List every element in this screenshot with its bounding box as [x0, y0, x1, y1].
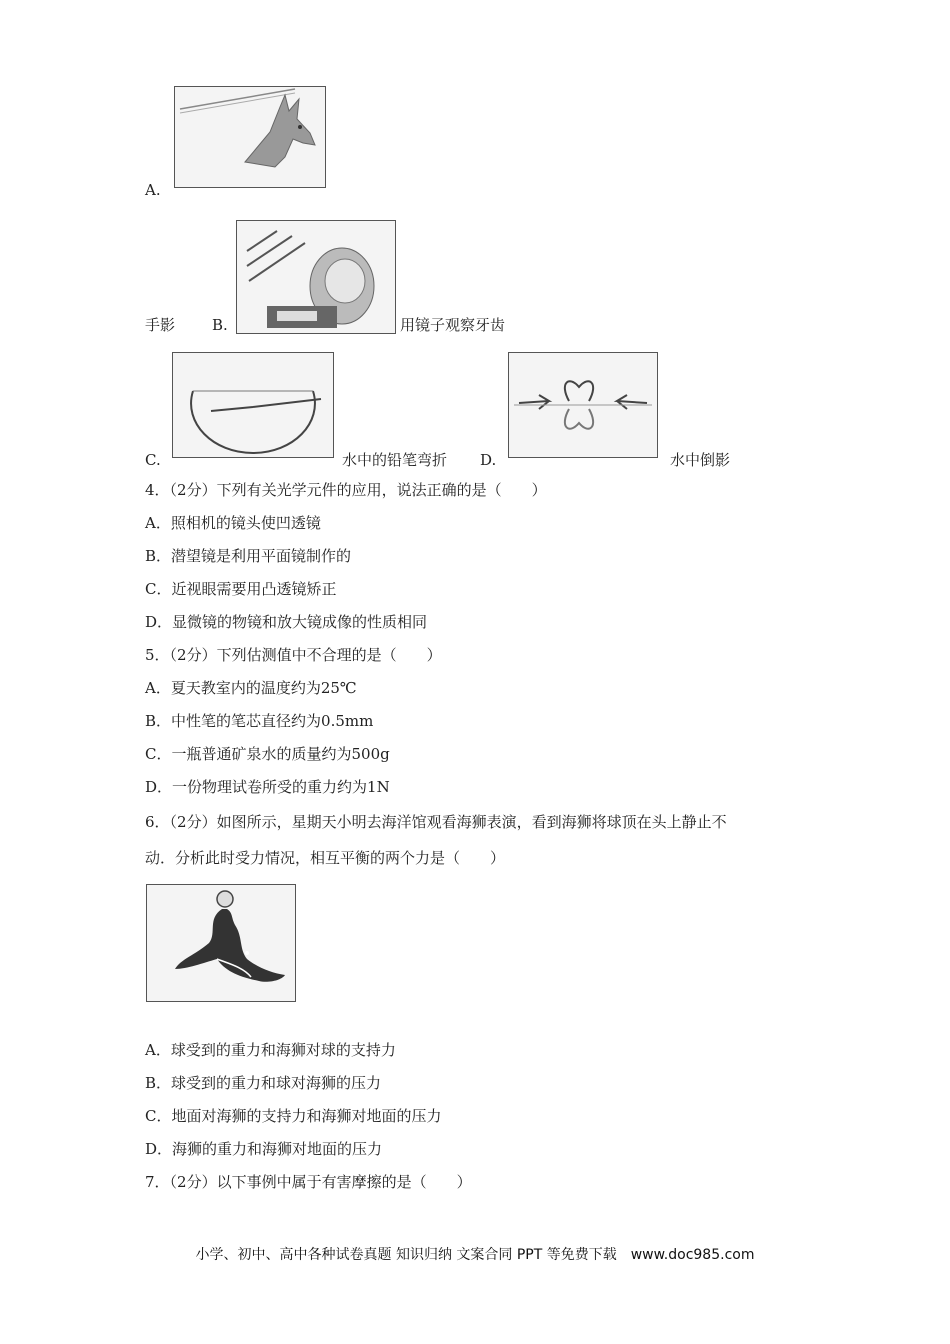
- question-5-option: B．中性笔的笔芯直径约为0.5mm: [145, 712, 374, 730]
- question-5-stem: 5．（2分）下列估测值中不合理的是（ ）: [145, 646, 442, 664]
- question-4-option: A．照相机的镜头使凹透镜: [145, 514, 321, 532]
- option-d-letter: D.: [480, 451, 497, 469]
- option-b-caption: 用镜子观察牙齿: [400, 316, 506, 334]
- question-6-stem-line2: 动．分析此时受力情况，相互平衡的两个力是（ ）: [145, 849, 506, 867]
- option-a-caption: 手影: [145, 316, 176, 334]
- sea-lion-figure: [146, 884, 296, 1002]
- question-6-stem-line1: 6．（2分）如图所示，星期天小明去海洋馆观看海狮表演，看到海狮将球顶在头上静止不: [145, 813, 727, 831]
- water-reflection-figure: [508, 352, 658, 458]
- bent-pencil-figure: [172, 352, 334, 458]
- question-5-option: C．一瓶普通矿泉水的质量约为500g: [145, 745, 390, 763]
- question-4-stem: 4．（2分）下列有关光学元件的应用，说法正确的是（ ）: [145, 481, 547, 499]
- question-6-option: D．海狮的重力和海狮对地面的压力: [145, 1140, 383, 1158]
- question-5-option: D．一份物理试卷所受的重力约为1N: [145, 778, 390, 796]
- question-4-option: B．潜望镜是利用平面镜制作的: [145, 547, 352, 565]
- mirror-teeth-figure: [236, 220, 396, 334]
- hand-shadow-figure: [174, 86, 326, 188]
- question-6-option: A．球受到的重力和海狮对球的支持力: [145, 1041, 396, 1059]
- question-4-option: C．近视眼需要用凸透镜矫正: [145, 580, 337, 598]
- question-4-option: D．显微镜的物镜和放大镜成像的性质相同: [145, 613, 428, 631]
- question-5-option: A．夏天教室内的温度约为25℃: [145, 679, 357, 697]
- page-footer: 小学、初中、高中各种试卷真题 知识归纳 文案合同 PPT 等免费下载 www.doc985.com: [195, 1247, 755, 1263]
- option-a-letter: A.: [145, 181, 161, 199]
- option-c-caption: 水中的铅笔弯折: [342, 451, 448, 469]
- question-6-option: C．地面对海狮的支持力和海狮对地面的压力: [145, 1107, 442, 1125]
- option-c-letter: C.: [145, 451, 161, 469]
- option-b-letter: B.: [212, 316, 228, 334]
- question-6-option: B．球受到的重力和球对海狮的压力: [145, 1074, 382, 1092]
- option-d-caption: 水中倒影: [670, 451, 731, 469]
- question-7-stem: 7．（2分）以下事例中属于有害摩擦的是（ ）: [145, 1173, 472, 1191]
